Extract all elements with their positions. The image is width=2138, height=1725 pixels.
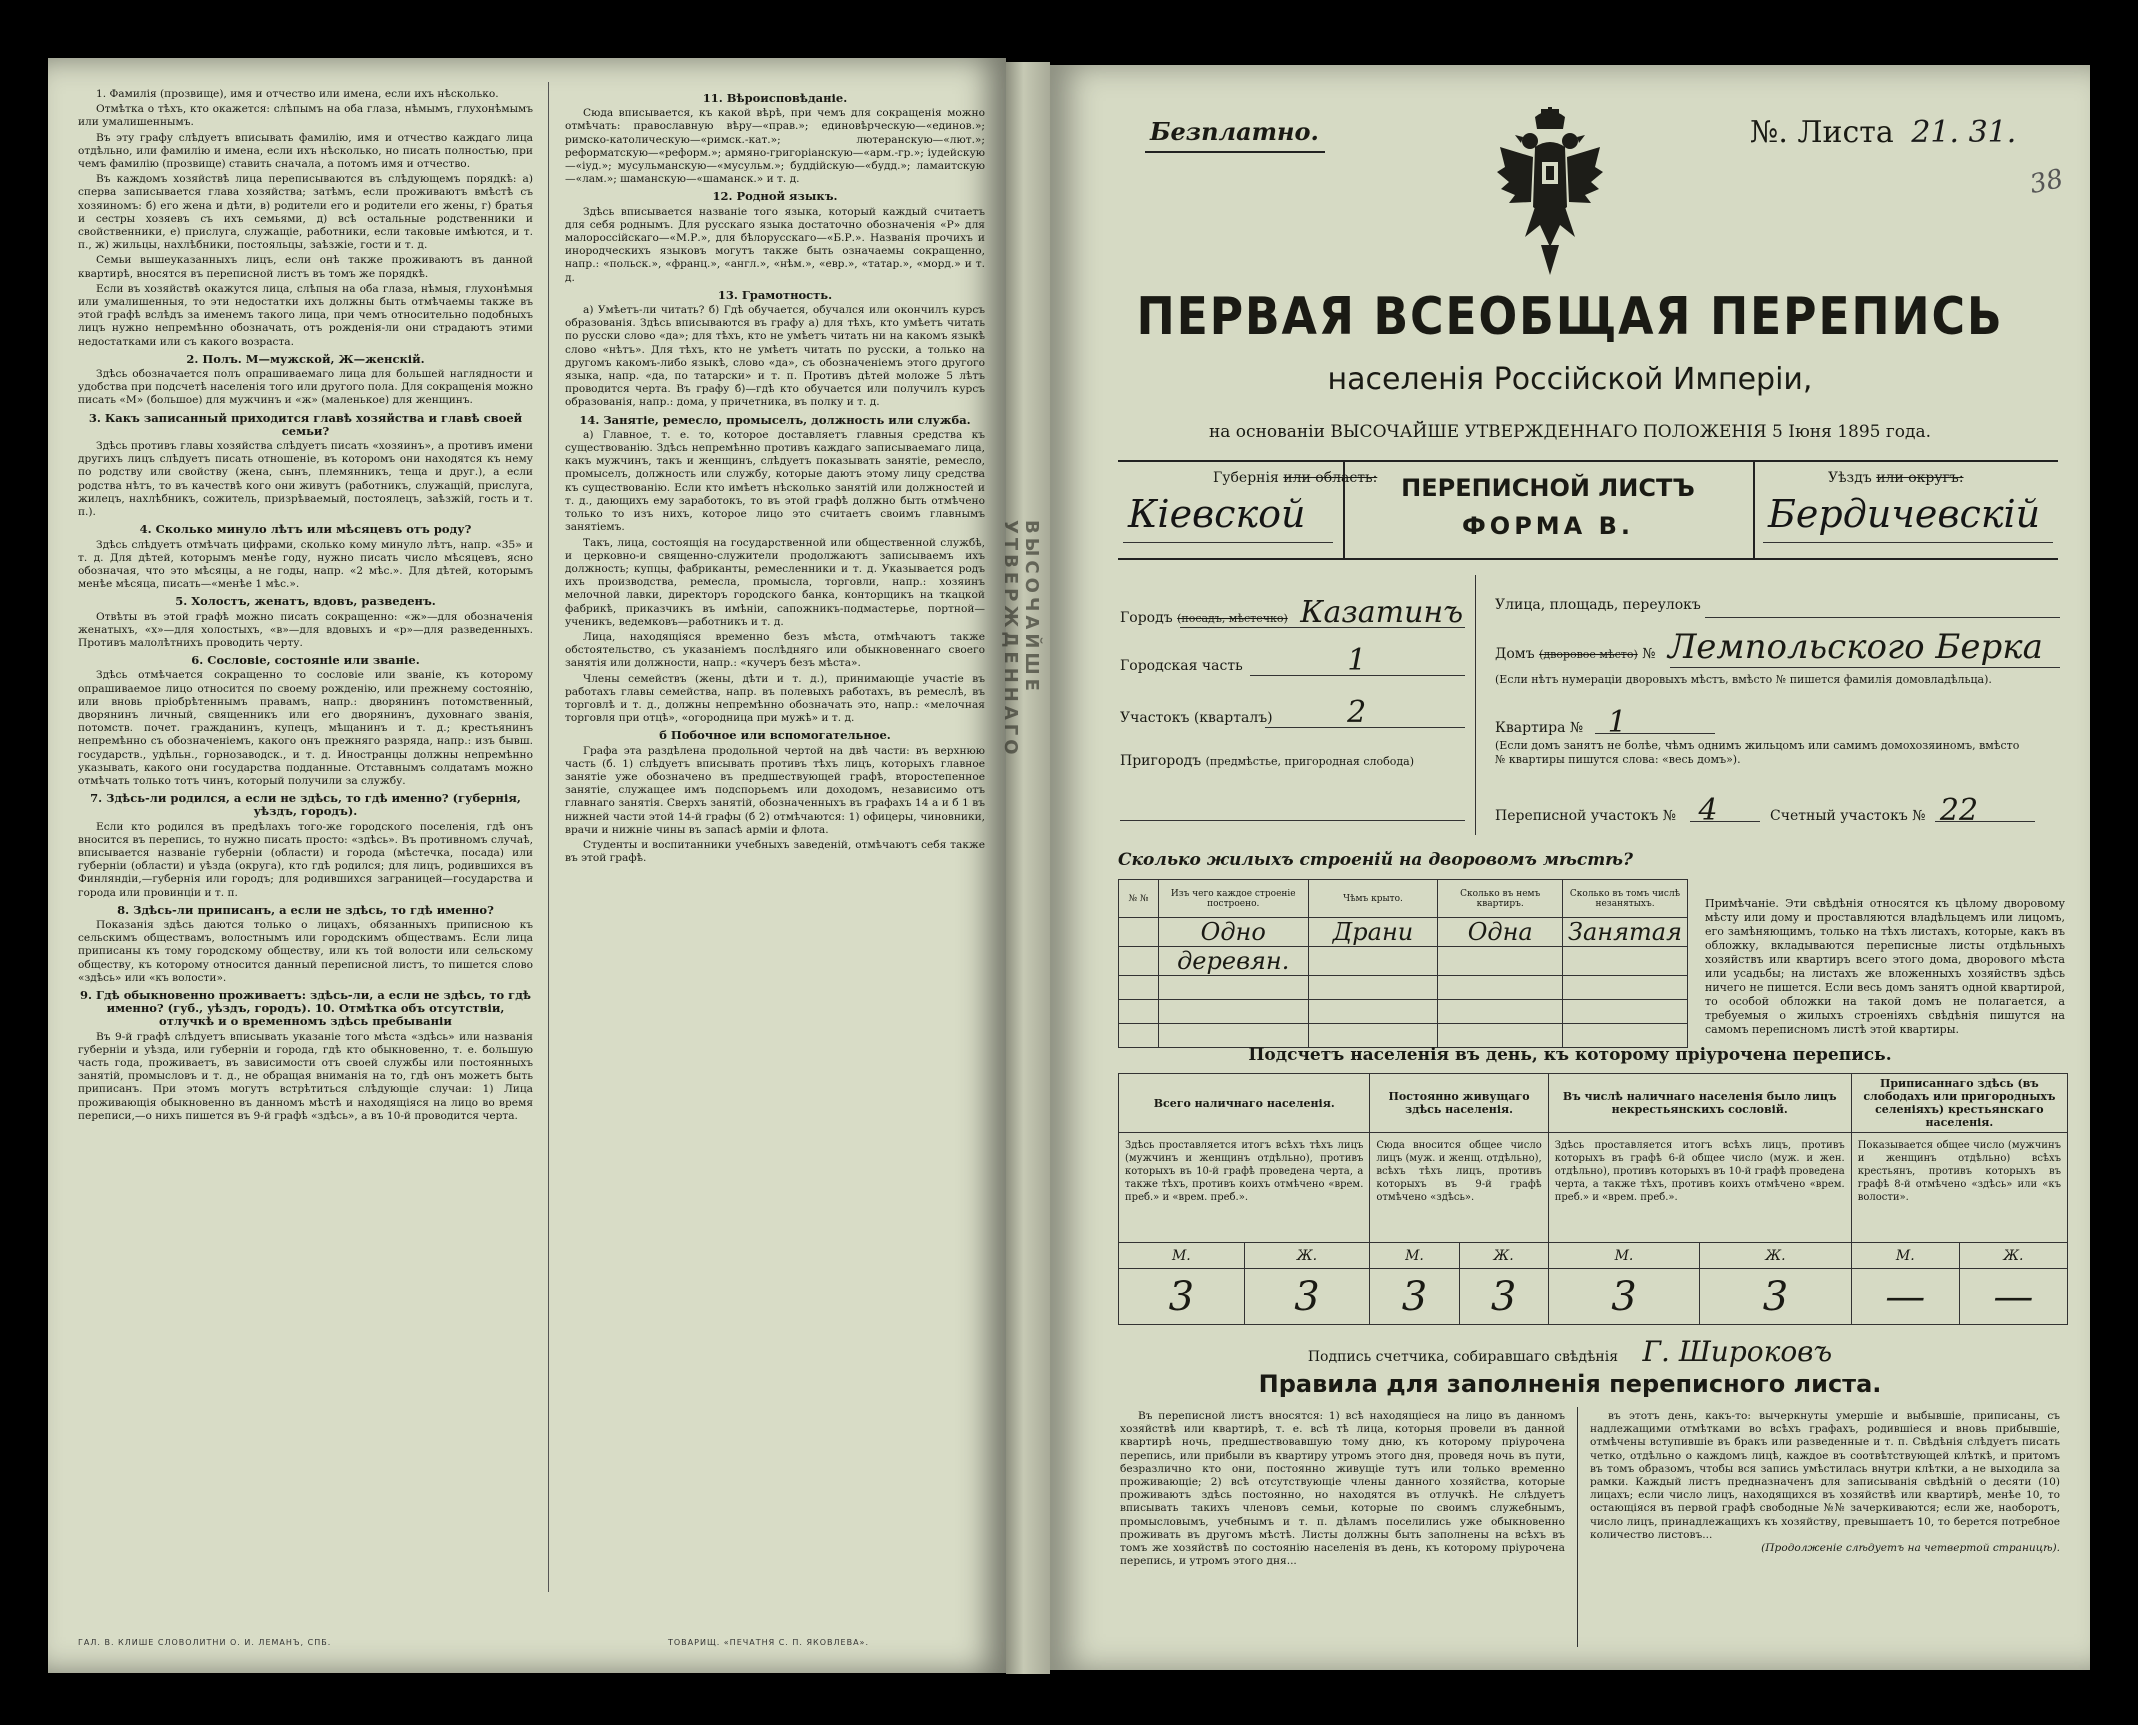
instruction-heading: 8. Здѣсь-ли приписанъ, а если не здѣсь, то гдѣ именно? [117, 902, 494, 917]
instruction-heading: 13. Грамотность. [717, 287, 833, 302]
apartment-note-1: (Если домъ занятъ не болѣе, чѣмъ однимъ жильцомъ или самимъ домохозяиномъ, вмѣсто [1495, 739, 2020, 752]
district-underline [1763, 542, 2053, 543]
imprint-right: ТОВАРИЩ. «ПЕЧАТНЯ С. П. ЯКОВЛЕВА». [668, 1638, 869, 1647]
city-part-underline [1250, 675, 1465, 676]
count-value: — [1959, 1269, 2067, 1325]
gutter-text: ВЫСОЧАЙШЕ УТВЕРЖДЕННАГО [1000, 520, 1042, 759]
province-value: Кіевской [1128, 492, 1306, 536]
left-page [48, 58, 1006, 1673]
count-col-total: Всего наличнаго населенія. [1119, 1074, 1370, 1133]
buildings-table-cell [1119, 918, 1159, 947]
instruction-paragraph: Такъ, лица, состоящія на государственной или общественной службѣ, и церковно-и священно-служители продолжаютъ записываемъ ихъ должность; купцы, фабриканты, ремесленники и т. д. Указывается родъ ихъ производства, ремесла, промысла, торговли, напр.: хозяинъ мелочной лавки, директоръ городского банка, конторщикъ на ткацкой фабрикѣ, приказчикъ въ имѣніи, сапожникъ-подмастерье, портной—ученикъ, ведемковъ—работникъ и т. д. [565, 536, 985, 628]
buildings-table-cell: Драни [1308, 918, 1438, 947]
buildings-table-cell: Одна [1438, 918, 1563, 947]
apartment-value: 1 [1607, 705, 1627, 740]
buildings-table [1118, 879, 1688, 1048]
instruction-heading: 2. Полъ. М—мужской, Ж—женскій. [186, 351, 425, 366]
counting-plot-value: 22 [1939, 793, 1979, 828]
buildings-table-cell [1438, 976, 1563, 1000]
instruction-paragraph: Въ 9-й графѣ слѣдуетъ вписывать указаніе того мѣста «здѣсь» или названія губерніи и уѣзда, или губерніи и города, гдѣ кто обыкновенно, т. е. большую часть года, проживаетъ, въ зависимости отъ своей службы или постоянныхъ занятій, промысловъ и т. д., не обращая вниманія на то, гдѣ онъ можетъ быть приписанъ. При этомъ могутъ встрѣтиться слѣдующіе случаи: 1) Лица проживающія обыкновенно въ данномъ мѣстѣ и находящіяся на лицо во время переписи,—о нихъ пишется въ 9-й графѣ «здѣсь», а въ 10-й проводится черта. [78, 1030, 533, 1122]
instruction-heading: 3. Какъ записанный приходится главѣ хозяйства и главѣ своей семьи? [88, 410, 523, 438]
instruction-heading: 4. Сколько минуло лѣтъ или мѣсяцевъ отъ роду? [139, 522, 472, 537]
sheet-number [1750, 115, 2016, 150]
instruction-paragraph: Графа эта раздѣлена продольной чертой на двѣ части: въ верхнюю часть (б. 1) слѣдуетъ вписывать противъ тѣхъ лицъ, которыхъ главное занятіе уже обозначено въ предшествующей графѣ, второстепенное занятіе, служащее имъ подспорьемъ или доходомъ, независимо отъ главнаго занятія. Сверхъ занятій, обозначенныхъ въ графахъ 14 а и б 1 въ нижней части этой 14-й графы (б 2) отмѣчаются: 1) офицеры, чиновники, врачи и нижніе чины въ запасѣ арміи и флота. [565, 744, 985, 836]
instruction-heading: 7. Здѣсь-ли родился, а если не здѣсь, то гдѣ именно? (губернія, уѣздъ, городъ). [90, 791, 521, 819]
buildings-table-cell [1563, 976, 1688, 1000]
count-col-permanent: Постоянно живущаго здѣсь населенія. [1370, 1074, 1548, 1133]
column-divider [548, 82, 549, 1592]
sub-title: населенія Россійской Имперіи, [1327, 362, 1813, 397]
instruction-paragraph: Здѣсь отмѣчается сокращенно то сословіе или званіе, къ которому опрашиваемое лицо относится по своему рожденію, или прежнему состоянію, или вновь пріобрѣтеннымъ правамъ, напр.: дворянинъ потомственный, дворянинъ личный, священникъ или его дворянинъ, духовнаго званія, потомств. почет. гражданинъ, купецъ, мѣщанинъ и т. д.; крестьянинъ непремѣнно съ обозначеніемъ, какого онъ прежняго разряда, напр.: изъ бывш. государств., удѣльн., горнозаводск., и т. д. Иностранцы должны непремѣнно указывать, какого они государства подданные. Отставнымъ солдатамъ можно отмѣчать только тотъ чинъ, который получили за службу. [78, 669, 533, 787]
count-sex-label: М. [1370, 1243, 1459, 1269]
buildings-question: Сколько жилыхъ строеній на дворовомъ мѣстѣ? [1118, 850, 1633, 870]
count-value: 3 [1119, 1269, 1245, 1325]
rules-text-1: Въ переписной листъ вносятся: 1) всѣ находящіеся на лицо въ данномъ хозяйствѣ или квартирѣ, т. е. всѣ тѣ лица, которыя провели въ данной квартирѣ ночь, предшествовавшую тому дню, къ которому пріурочена перепись, или прибыли въ квартиру утромъ этого дня, проведя ночь въ пути, безразлично кто они, постоянно живущіе тутъ или только временно проживающіе; 2) всѣ отсутствующіе члены данного хозяйства, которые проживаютъ здѣсь постоянно, но находятся въ отлучкѣ. Не слѣдуетъ вписывать такихъ членовъ семьи, которые по своимъ служебнымъ, промысловымъ, учебнымъ и т. п. дѣламъ поселились уже обыкновенно проживать въ другомъ мѣстѣ. Листы должны быть заполнены на всѣхъ въ томъ же хозяйствѣ по состоянію населенія въ день, къ которому пріурочена перепись, и утромъ этого дня... [1120, 1410, 1565, 1568]
instruction-paragraph: Лица, находящіяся временно безъ мѣста, отмѣчаютъ также обстоятельство, съ указаніемъ послѣдняго или обыкновеннаго своего занятія или должности, напр.: «кучеръ безъ мѣста». [565, 630, 985, 670]
count-values-row [1119, 1269, 2068, 1325]
counting-plot-field: Счетный участокъ № 22 [1770, 793, 1979, 828]
count-sex-label: Ж. [1700, 1243, 1852, 1269]
count-sex-label: Ж. [1244, 1243, 1370, 1269]
rules-divider [1577, 1407, 1578, 1647]
buildings-table-cell [1563, 947, 1688, 976]
buildings-col-number: № № [1119, 880, 1159, 918]
buildings-col-roof: Чѣмъ крыто. [1308, 880, 1438, 918]
instruction-paragraph: Здѣсь противъ главы хозяйства слѣдуетъ писать «хозяинъ», а противъ имени другихъ лицъ слѣдуетъ писать отношеніе, въ которомъ они находятся къ нему по родству или свойству (жена, сынъ, племянникъ, теща и друг.), а если родства нѣтъ, то въ качествѣ кого они живутъ (работникъ, служащій, прислуга, жилецъ, нахлѣбникъ, сожитель, призрѣваемый, постоялецъ, заѣзжій, гость и т. п.). [78, 440, 533, 519]
count-title: Подсчетъ населенія въ день, къ которому пріурочена перепись. [1248, 1045, 1892, 1065]
rules-column-1 [1120, 1410, 1565, 1650]
free-label: Безплатно. [1150, 117, 1319, 146]
instructions-column-2 [565, 88, 985, 1628]
buildings-note: Примѣчаніе. Эти свѣдѣнія относятся къ цѣлому дворовому мѣсту или дому и проставляются владѣльцемъ или лицомъ, его замѣняющимъ, только на тѣхъ листахъ, которые, какъ въ обложку, вкладываются переписные листы отдѣльныхъ хозяйствъ или квартиръ всего этого дома, дворового мѣста или усадьбы; на листахъ же вложенныхъ хозяйствъ здѣсь ничего не пишется. Если весь домъ занятъ одной квартирой, то особой обложки на такой домъ не полагается, а требуемыя о жилыхъ строеніяхъ свѣдѣнія пишутся на самомъ переписномъ листѣ этой квартиры. [1705, 897, 2065, 1036]
buildings-table-cell [1308, 976, 1438, 1000]
instruction-paragraph: Семьи вышеуказанныхъ лицъ, если онѣ также проживаютъ въ данной квартирѣ, вносятся въ переписной листъ въ томъ же порядкѣ. [78, 254, 533, 280]
apartment-note-2: № квартиры пишутся слова: «весь домъ»). [1495, 753, 1741, 766]
buildings-table-cell [1438, 1000, 1563, 1024]
sheet-corner-number: 38 [2027, 163, 2066, 201]
buildings-table-cell [1563, 1000, 1688, 1024]
buildings-table-cell: Одно [1158, 918, 1308, 947]
buildings-table-cell [1119, 1000, 1159, 1024]
census-plot-field: Переписной участокъ № 4 [1495, 793, 1718, 828]
instruction-paragraph: Показанія здѣсь даются только о лицахъ, обязанныхъ приписною къ сельскимъ обществамъ, волостнымъ или городскимъ обществамъ. Если лица приписаны къ тому городскому обществу, или къ той волости или сельскому обществу, къ которому относится данный переписной листъ, то пишется слово «здѣсь» или «къ волости». [78, 918, 533, 984]
buildings-table-cell [1308, 1024, 1438, 1048]
basis-line: на основаніи ВЫСОЧАЙШЕ УТВЕРЖДЕННАГО ПОЛОЖЕНІЯ 5 Іюня 1895 года. [1208, 422, 1932, 442]
count-desc-non-peasant: Здѣсь проставляется итогъ всѣхъ лицъ, противъ которыхъ въ графѣ 6-й общее число (муж. и жен. отдѣльно), противъ которыхъ въ 10-й графѣ проведена черта, а также тѣхъ, противъ коихъ отмѣчено «врем. преб.» и «врем. преб.». [1548, 1133, 1851, 1243]
signature-value: Г. Широковъ [1642, 1335, 1833, 1368]
fields-divider [1475, 575, 1476, 835]
rules-text-2: въ этотъ день, какъ-то: вычеркнуты умершіе и выбывшіе, приписаны, съ надлежащими отмѣтками во всѣхъ графахъ, родившіеся и вновь прибывшіе, отмѣчены вступившіе въ бракъ или разведенные и т. п. Свѣдѣнія слѣдуетъ писать четко, отдѣльно о каждомъ лицѣ, каждое въ соотвѣтствующей клѣткѣ, и притомъ въ томъ образомъ, чтобы вся запись умѣстилась внутри клѣтки, а не выходила за рамки. Каждый листъ предназначенъ для записыванія свѣдѣній о десяти (10) лицахъ; если число лицъ, находящихся въ хозяйствѣ или квартирѣ, менѣе 10, то остающіяся въ первой графѣ свободные №№ зачеркиваются; если же, наоборотъ, число лицъ, принадлежащихъ къ хозяйству, превышаетъ 10, то берется потребное количество листовъ... [1590, 1410, 2060, 1541]
count-sex-label: Ж. [1459, 1243, 1548, 1269]
buildings-table-cell [1438, 947, 1563, 976]
count-value: 3 [1459, 1269, 1548, 1325]
instructions-column-1 [78, 88, 533, 1628]
suburb-underline [1120, 820, 1465, 821]
buildings-table-cell [1158, 1000, 1308, 1024]
population-count-table [1118, 1073, 2068, 1325]
form-title-line1: ПЕРЕПИСНОЙ ЛИСТЪ [1401, 474, 1695, 502]
house-note: (Если нѣтъ нумераціи дворовыхъ мѣстъ, вмѣсто № пишется фамилія домовладѣльца). [1495, 673, 1992, 686]
rules-continued: (Продолженіе слѣдуетъ на четвертой страницѣ). [1761, 1542, 2060, 1555]
instruction-heading: 6. Сословіе, состояніе или званіе. [191, 653, 420, 668]
buildings-table-cell: Занятая [1563, 918, 1688, 947]
count-table-header [1119, 1074, 2068, 1133]
buildings-table-cell [1438, 1024, 1563, 1048]
census-plot-value: 4 [1698, 793, 1718, 828]
instruction-paragraph: Члены семействъ (жены, дѣти и т. д.), принимающіе участіе въ работахъ главы семейства, напр. въ полевыхъ работахъ, въ ремеслѣ, въ торговлѣ и т. д., должны непремѣнно обозначать это, напр.: «мелочная торговля при отцѣ», «огородница при мужѣ» и т. д. [565, 672, 985, 725]
count-value: 3 [1700, 1269, 1852, 1325]
apartment-underline [1595, 733, 1715, 734]
street-field: Улица, площадь, переулокъ [1495, 597, 1701, 613]
city-value: Казатинъ [1300, 595, 1464, 630]
house-underline [1670, 667, 2060, 668]
precinct-underline [1265, 727, 1465, 728]
buildings-table-cell [1158, 976, 1308, 1000]
city-underline [1180, 627, 1465, 628]
buildings-table-cell [1158, 1024, 1308, 1048]
count-table-descriptions [1119, 1133, 2068, 1243]
free-label-underline [1145, 151, 1325, 153]
instruction-paragraph: Студенты и воспитанники учебныхъ заведеній, отмѣчаютъ себя также въ этой графѣ. [565, 838, 985, 865]
count-desc-permanent: Сюда вносится общее число лицъ (муж. и женщ. отдѣльно), всѣхъ тѣхъ лицъ, противъ которыхъ въ 9-й графѣ отмѣчено «здѣсь». [1370, 1133, 1548, 1243]
instruction-heading: б Побочное или вспомогательное. [659, 728, 891, 743]
province-underline [1123, 542, 1333, 543]
instruction-paragraph: Если кто родился въ предѣлахъ того-же городского поселенія, гдѣ онъ вносится въ перепись, то нужно писать просто: «здѣсь». Въ противномъ случаѣ, вписывается названіе губерніи (области) и города (мѣстечка, посада) или губерніи (области) и уѣзда (округа), кто гдѣ родился; для лицъ, родившихся въ Финляндіи,—губернія или городъ; для родившихся заграницей—государства и города или провинціи и т. п. [78, 820, 533, 899]
buildings-table-row [1119, 1024, 1688, 1048]
enumerator-signature [1050, 1335, 2090, 1368]
count-value: 3 [1370, 1269, 1459, 1325]
instruction-paragraph: Въ эту графу слѣдуетъ вписывать фамилію, имя и отчество каждаго лица отдѣльно, или фамилію и имена, если ихъ нѣсколько, но писать полностью, при чемъ фамилію (прозвище) ставить сначала, а потомъ имя и отчество. [78, 131, 533, 171]
count-desc-peasant: Показывается общее число (мужчинъ и женщинъ отдѣльно) всѣхъ крестьянъ, противъ которыхъ въ графѣ 8-й отмѣчено «здѣсь» или «къ волости». [1851, 1133, 2067, 1243]
form-title-line2: ФОРМА В. [1461, 512, 1634, 540]
instruction-heading: 5. Холостъ, женатъ, вдовъ, разведенъ. [175, 594, 436, 609]
house-field: Домъ (дворовое мѣсто) № Лемпольского Берка [1495, 627, 2043, 667]
buildings-table-header [1119, 880, 1688, 918]
buildings-table-cell [1119, 947, 1159, 976]
count-value: 3 [1244, 1269, 1370, 1325]
count-col-non-peasant: Въ числѣ наличнаго населенія было лицъ некрестьянскихъ сословій. [1548, 1074, 1851, 1133]
instruction-heading: 14. Занятіе, ремесло, промыселъ, должность или служба. [579, 412, 971, 427]
count-sex-label: Ж. [1959, 1243, 2067, 1269]
city-part-field: Городская часть 1 [1120, 643, 1367, 678]
house-value: Лемпольского Берка [1667, 627, 2043, 667]
count-sex-label: М. [1851, 1243, 1959, 1269]
buildings-table-cell [1308, 1000, 1438, 1024]
sheet-number-value: 21. 31. [1911, 115, 2017, 150]
instruction-paragraph: 1. Фамилія (прозвище), имя и отчество или имена, если ихъ нѣсколько. [96, 88, 499, 100]
double-headed-eagle-icon [1495, 107, 1605, 277]
city-field: Городъ (посадъ, мѣстечко) Казатинъ [1120, 595, 1464, 630]
instruction-heading: 12. Родной языкъ. [712, 189, 838, 204]
district-value: Бердичевскій [1768, 492, 2041, 536]
right-page [1050, 65, 2090, 1670]
street-underline [1705, 617, 2060, 618]
buildings-table-cell [1308, 947, 1438, 976]
count-sex-label: М. [1548, 1243, 1699, 1269]
instruction-paragraph: Отвѣты въ этой графѣ можно писать сокращенно: «ж»—для обозначенія женатыхъ, «х»—для холостыхъ, «в»—для вдовыхъ и «р»—для разведенныхъ. Противъ малолѣтнихъ проводить черту. [78, 610, 533, 649]
counting-plot-underline [1935, 821, 2035, 822]
buildings-table-cell [1563, 1024, 1688, 1048]
rules-title: Правила для заполненія переписного листа. [1258, 1370, 1882, 1398]
count-desc-total: Здѣсь проставляется итогъ всѣхъ тѣхъ лицъ (мужчинъ и женщинъ отдѣльно), противъ которыхъ въ 10-й графѣ проведена черта, а также тѣхъ, противъ коихъ отмѣчено «врем. преб.» и «врем. преб.». [1119, 1133, 1370, 1243]
buildings-col-material: Изъ чего каждое строеніе построено. [1158, 880, 1308, 918]
province-label: Губернія или область: [1213, 470, 1378, 486]
buildings-table-cell: деревян. [1158, 947, 1308, 976]
count-col-peasant: Приписаннаго здѣсь (въ слободахъ или пригородныхъ селеніяхъ) крестьянскаго населенія. [1851, 1074, 2067, 1133]
instruction-paragraph: Сюда вписывается, къ какой вѣрѣ, при чемъ для сокращенія можно отмѣчать: православную вѣру—«прав.»; единовѣрческую—«единов.»; римско-католическую—«римск.-кат.»; лютеранскую—«лют.»; реформатскую—«реформ.»; армяно-григоріанскую—«арм.-гр.»; іудейскую—«іуд.»; мусульманскую—«мусульм.»; буддійскую—«будд.»; ламаитскую—«лам.»; шаманскую—«шаманск.» и т. д. [565, 107, 985, 186]
instruction-paragraph: а) Главное, т. е. то, которое доставляетъ главныя средства къ существованію. Здѣсь непремѣнно противъ каждаго записываемаго лица, какъ мужчинъ, такъ и женщинъ, слѣдуетъ показывать занятіе, ремесло, промыселъ, должность или службу, которые даютъ этому лицу средства къ существованію. Если кто имѣетъ нѣсколько занятій или должностей и т. д., дающихъ ему заработокъ, то въ этой графѣ должно быть отмѣчено только то изъ нихъ, которое лицо это считаетъ своимъ главнымъ занятіемъ. [565, 428, 985, 534]
form-header-box [1118, 460, 2058, 560]
instruction-paragraph: Въ каждомъ хозяйствѣ лица переписываются въ слѣдующемъ порядкѣ: а) сперва записывается глава хозяйства; затѣмъ, если проживаютъ вмѣстѣ съ хозяиномъ: б) его жена и дѣти, в) родители его и родители его жены, г) братья и сестры хозяевъ съ ихъ семьями, д) всѣ остальные родственники и свойственники, е) прислуга, служащіе, работники, если таковые имѣются, и т. п., ж) жильцы, нахлѣбники, постояльцы, заѣзжіе, гости и т. д. [78, 173, 533, 252]
suburb-field: Пригородъ (предмѣстье, пригородная слобода) [1120, 753, 1415, 769]
buildings-table-row [1119, 976, 1688, 1000]
city-part-value: 1 [1347, 643, 1367, 678]
precinct-value: 2 [1347, 695, 1367, 730]
instruction-paragraph: а) Умѣетъ-ли читать? б) Гдѣ обучается, обучался или окончилъ курсъ образованія. Здѣсь вписываются въ графу а) для тѣхъ, кто умѣетъ читать по русски слово «да»; для тѣхъ, кто не умѣетъ читать ни на какомъ языкѣ слово «нѣтъ». Для тѣхъ, кто не умѣетъ читать по русски, а только на другомъ какомъ-либо языкѣ, слово «да», съ обозначеніемъ этого другого языка, напр. «да, по татарски» и т. п. Противъ дѣтей моложе 5 лѣтъ проводится черта. Въ графу б)—гдѣ кто обучается или получилъ курсъ образованія, напр.: дома, у причетника, въ полку и т. д. [565, 304, 985, 409]
instruction-heading: 11. Вѣроисповѣданіе. [702, 91, 848, 105]
instruction-paragraph: Здѣсь слѣдуетъ отмѣчать цифрами, сколько кому минуло лѣтъ, напр. «35» и т. д. Для дѣтей, которымъ менѣе году, нужно писать число мѣсяцевъ, ясно обозначая, что это мѣсяцы, а не годы, напр. «2 мѣс.». Для дѣтей, которымъ менѣе мѣсяца, писать—«менѣе 1 мѣс.». [78, 538, 533, 591]
buildings-table-row [1119, 947, 1688, 976]
instruction-paragraph: Отмѣтка о тѣхъ, кто окажется: слѣпымъ на оба глаза, нѣмымъ, глухонѣмымъ или умалишеннымъ. [78, 103, 533, 129]
header-separator [1753, 462, 1755, 558]
imprint-left: ГАЛ. В. КЛИШЕ СЛОВОЛИТНИ О. И. ЛЕМАНЪ, СПБ. [78, 1638, 332, 1647]
instruction-paragraph: Если въ хозяйствѣ окажутся лица, слѣпыя на оба глаза, нѣмыя, глухонѣмыя или умалишенныя, то эти недостатки ихъ должны быть отмѣчаемы также въ этой графѣ вслѣдъ за именемъ такого лица, при чемъ относительно подобныхъ лицъ нужно непремѣнно обозначать, отъ рожденія-ли они страдаютъ этими недостатками или съ какого возраста. [78, 282, 533, 348]
sheet-number-label: №. Листа [1750, 115, 1894, 150]
buildings-table-cell [1119, 976, 1159, 1000]
buildings-table-row [1119, 1000, 1688, 1024]
buildings-col-apartments: Сколько въ немъ квартиръ. [1438, 880, 1563, 918]
buildings-table-row [1119, 918, 1688, 947]
buildings-table-cell [1119, 1024, 1159, 1048]
precinct-field: Участокъ (кварталъ) 2 [1120, 695, 1367, 730]
count-sex-row [1119, 1243, 2068, 1269]
census-plot-underline [1690, 821, 1760, 822]
count-value: — [1851, 1269, 1959, 1325]
signature-label: Подпись счетчика, собиравшаго свѣдѣнія [1307, 1349, 1619, 1365]
instruction-paragraph: Здѣсь вписывается названіе того языка, который каждый считаетъ для себя роднымъ. Для русскаго языка достаточно обозначенія «Р» для малороссійскаго—«М.Р.», для бѣлорусскаго—«Б.Р.». Названія прочихъ и инородческихъ языковъ могутъ также быть означаемы сокращенно, напр.: «польск.», «франц.», «англ.», «нѣм.», «евр.», «татар.», «морд.» и т. д. [565, 205, 985, 284]
instruction-paragraph: Здѣсь обозначается полъ опрашиваемаго лица для большей наглядности и удобства при подсчетѣ населенія того или другого пола. Для сокращенія можно писать «М» (большое) для мужчинъ и «ж» (маленькое) для женщинъ. [78, 368, 533, 407]
count-sex-label: М. [1119, 1243, 1245, 1269]
buildings-col-vacant: Сколько въ томъ числѣ незанятыхъ. [1563, 880, 1688, 918]
count-value: 3 [1548, 1269, 1699, 1325]
apartment-field: Квартира № 1 [1495, 705, 1627, 740]
district-label: Уѣздъ или округъ: [1828, 470, 1964, 486]
main-title: ПЕРВАЯ ВСЕОБЩАЯ ПЕРЕПИСЬ [1136, 287, 2004, 347]
rules-column-2 [1590, 1410, 2060, 1650]
instruction-heading: 9. Гдѣ обыкновенно проживаетъ: здѣсь-ли, а если не здѣсь, то гдѣ именно? (губ., уѣздъ, городъ). 10. Отмѣтка объ отсутствіи, отлучкѣ и о временномъ здѣсь пребываніи [80, 988, 531, 1029]
